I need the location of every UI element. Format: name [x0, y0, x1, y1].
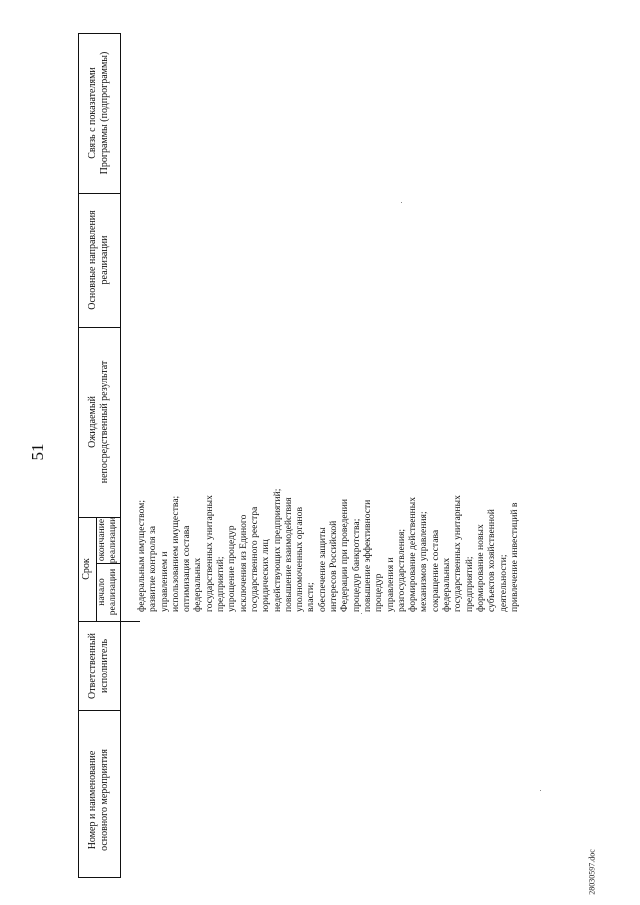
- header-term-start-line1: начало: [97, 578, 107, 606]
- expected-result-line: предприятий;: [463, 556, 475, 612]
- header-link-line1: Связь с показателями: [87, 67, 98, 159]
- expected-result-line: повышение эффективности: [361, 499, 373, 612]
- header-term: Срок: [81, 558, 92, 580]
- expected-result-line: предприятий;: [215, 556, 227, 612]
- col-sep-directions-link: [78, 193, 120, 194]
- expected-result-line: Федерации при проведении: [339, 498, 351, 612]
- header-number-name: [87, 749, 111, 851]
- header-term-start-line2: реализации: [108, 568, 118, 616]
- expected-result-line: государственных унитарных: [452, 495, 464, 612]
- header-directions: [87, 210, 111, 310]
- header-executor: [87, 633, 111, 699]
- table-top-border: [78, 33, 120, 34]
- header-expected-line2: непосредственный результат: [99, 360, 110, 484]
- expected-result-line: процедур: [373, 573, 385, 612]
- expected-result-text: [136, 232, 520, 612]
- expected-result-line: недействующих предприятий;: [271, 488, 283, 612]
- expected-result-line: обеспечение защиты: [316, 527, 328, 612]
- expected-result-line: развитие контроля за: [147, 525, 159, 612]
- col-sep-executor-term: [78, 621, 140, 622]
- expected-result-line: использованием имущества;: [169, 495, 181, 612]
- expected-result-line: механизмов управления;: [418, 511, 430, 612]
- expected-result-line: федеральных: [192, 557, 204, 612]
- header-number-name-line1: Номер и наименование: [87, 750, 98, 850]
- expected-result-line: власти;: [305, 582, 317, 612]
- expected-result-line: уполномоченных органов: [294, 507, 306, 612]
- scan-speck: [401, 202, 402, 203]
- header-term-end: [97, 517, 119, 563]
- expected-result-line: упрощение процедур: [226, 525, 238, 612]
- expected-result-line: привлечение инвестиций в: [508, 502, 520, 612]
- header-term-end-line1: окончание: [97, 518, 107, 562]
- header-link: [87, 52, 111, 175]
- col-sep-expected-directions: [78, 327, 120, 328]
- header-directions-line2: реализации: [99, 235, 110, 285]
- expected-result-line: субъектов хозяйственной: [486, 509, 498, 612]
- page-number: 51: [28, 443, 47, 461]
- expected-result-line: исключения из Единого: [237, 514, 249, 612]
- header-term-start: [97, 569, 119, 615]
- document-filename: 28030597.doc: [587, 849, 597, 895]
- header-term-end-line2: реализации: [108, 516, 118, 564]
- header-number-name-line2: основного мероприятия: [99, 749, 110, 851]
- table-left-border: [78, 33, 79, 878]
- scan-speck: [361, 613, 362, 614]
- col-sep-number-executor: [78, 710, 120, 711]
- header-expected-line1: Ожидаемый: [87, 396, 98, 448]
- header-expected-result: [87, 361, 111, 483]
- expected-result-line: процедур банкротства;: [350, 518, 362, 612]
- expected-result-line: повышение взаимодействия: [282, 497, 294, 612]
- expected-result-line: деятельности;: [497, 554, 509, 612]
- header-directions-line1: Основные направления: [87, 210, 98, 310]
- expected-result-line: сокращение состава: [429, 529, 441, 612]
- expected-result-line: государственного реестра: [248, 506, 260, 612]
- expected-result-line: управления и: [384, 557, 396, 612]
- expected-result-line: формирование новых: [474, 524, 486, 612]
- expected-result-line: юридических лиц: [260, 539, 272, 612]
- expected-result-line: формирование действенных: [407, 496, 419, 612]
- header-bottom-border: [120, 33, 121, 878]
- header-executor-line1: Ответственный: [87, 633, 98, 699]
- expected-result-line: управлением и: [158, 551, 170, 612]
- table-bottom-border: [78, 877, 120, 878]
- expected-result-line: интересов Российской: [328, 520, 339, 612]
- expected-result-line: государственных унитарных: [203, 495, 215, 612]
- expected-result-line: федеральным имуществом;: [135, 500, 147, 612]
- header-executor-line2: исполнитель: [99, 638, 110, 694]
- expected-result-line: оптимизация состава: [181, 525, 193, 612]
- header-link-line2: Программы (подпрограммы): [99, 51, 110, 175]
- expected-result-line: федеральных: [440, 557, 452, 612]
- expected-result-line: разгосударствления;: [395, 528, 407, 612]
- scan-speck: [540, 790, 541, 791]
